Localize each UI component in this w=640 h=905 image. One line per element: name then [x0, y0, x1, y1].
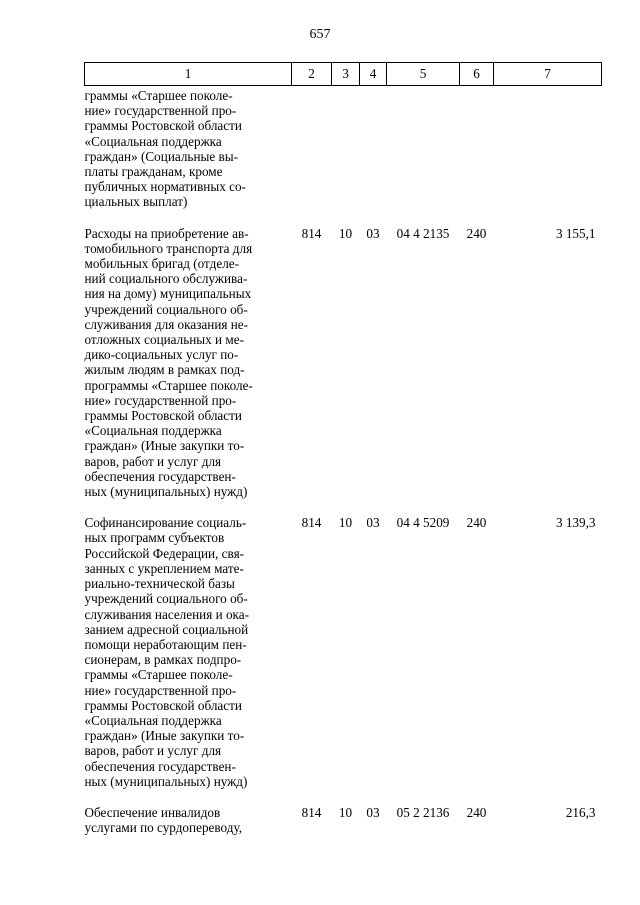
table-row — [85, 805, 602, 835]
row-description: граммы «Старшее поколе- ние» государственной про- граммы Ростовской области «Социальная поддержка граждан» (Социальные вы- платы гражданам, кроме публичных нормативных со- циальных выплат) — [84, 88, 246, 210]
table-row — [85, 515, 602, 805]
column-header-6: 6 — [460, 63, 494, 86]
row-ministry-code — [292, 86, 332, 226]
row-section-code — [332, 86, 360, 226]
row-target-article: 04 4 2135 — [396, 225, 450, 241]
table-row — [85, 226, 602, 516]
row-subsection-code — [360, 86, 387, 226]
row-amount: 3 139,3 — [555, 515, 596, 531]
column-header-1: 1 — [85, 63, 292, 86]
row-expense-type: 240 — [466, 225, 487, 241]
row-target-article: 05 2 2136 — [396, 804, 450, 820]
page-number: 657 — [309, 27, 331, 42]
row-description: Обеспечение инвалидов услугами по сурдопереводу, — [84, 804, 243, 836]
row-section-code: 10 — [338, 225, 353, 241]
column-header-5: 5 — [387, 63, 460, 86]
row-target-article: 04 4 5209 — [396, 515, 450, 531]
row-section-code: 10 — [338, 804, 353, 820]
row-expense-type — [460, 86, 494, 226]
row-description: Софинансирование социаль- ных программ субъектов Российской Федерации, свя- занных с укреплением мате- риально-технической базы учреждений социального об- служивания населения и ока- занием адресной социальной помощи неработающим пен- сионерам, в рамках подпро- граммы «Старшее поколе- ние» государственной про- граммы Ростовской области «Социальная поддержка граждан» (Иные закупки то- варов, работ и услуг для обеспечения государствен- ных (муниципальных) нужд) — [84, 515, 249, 789]
row-expense-type: 240 — [466, 804, 487, 820]
table-row — [85, 86, 602, 226]
row-section-code: 10 — [338, 515, 353, 531]
row-amount — [494, 86, 602, 226]
column-header-4: 4 — [360, 63, 387, 86]
row-ministry-code: 814 — [301, 515, 322, 531]
row-amount: 3 155,1 — [555, 225, 596, 241]
column-header-7: 7 — [494, 63, 602, 86]
row-ministry-code: 814 — [301, 804, 322, 820]
row-subsection-code: 03 — [366, 804, 380, 820]
row-subsection-code: 03 — [366, 225, 380, 241]
column-header-2: 2 — [292, 63, 332, 86]
row-expense-type: 240 — [466, 515, 487, 531]
row-description: Расходы на приобретение ав- томобильного транспорта для мобильных бригад (отделе- ний социального обслужива- ния на дому) муниципальных учреждений социального об- служивания для оказания не- отложных социальных и ме- дико-социальных услуг по- жилым людям в рамках под- программы «Старшее поколе- ние» государственной про- граммы Ростовской области «Социальная поддержка граждан» (Иные закупки то- варов, работ и услуг для обеспечения государствен- ных (муниципальных) нужд) — [84, 225, 253, 500]
table-header-row — [85, 63, 602, 86]
budget-table — [84, 62, 602, 835]
row-amount: 216,3 — [565, 804, 596, 820]
column-header-3: 3 — [332, 63, 360, 86]
row-target-article — [387, 86, 460, 226]
row-ministry-code: 814 — [301, 225, 322, 241]
row-subsection-code: 03 — [366, 515, 380, 531]
